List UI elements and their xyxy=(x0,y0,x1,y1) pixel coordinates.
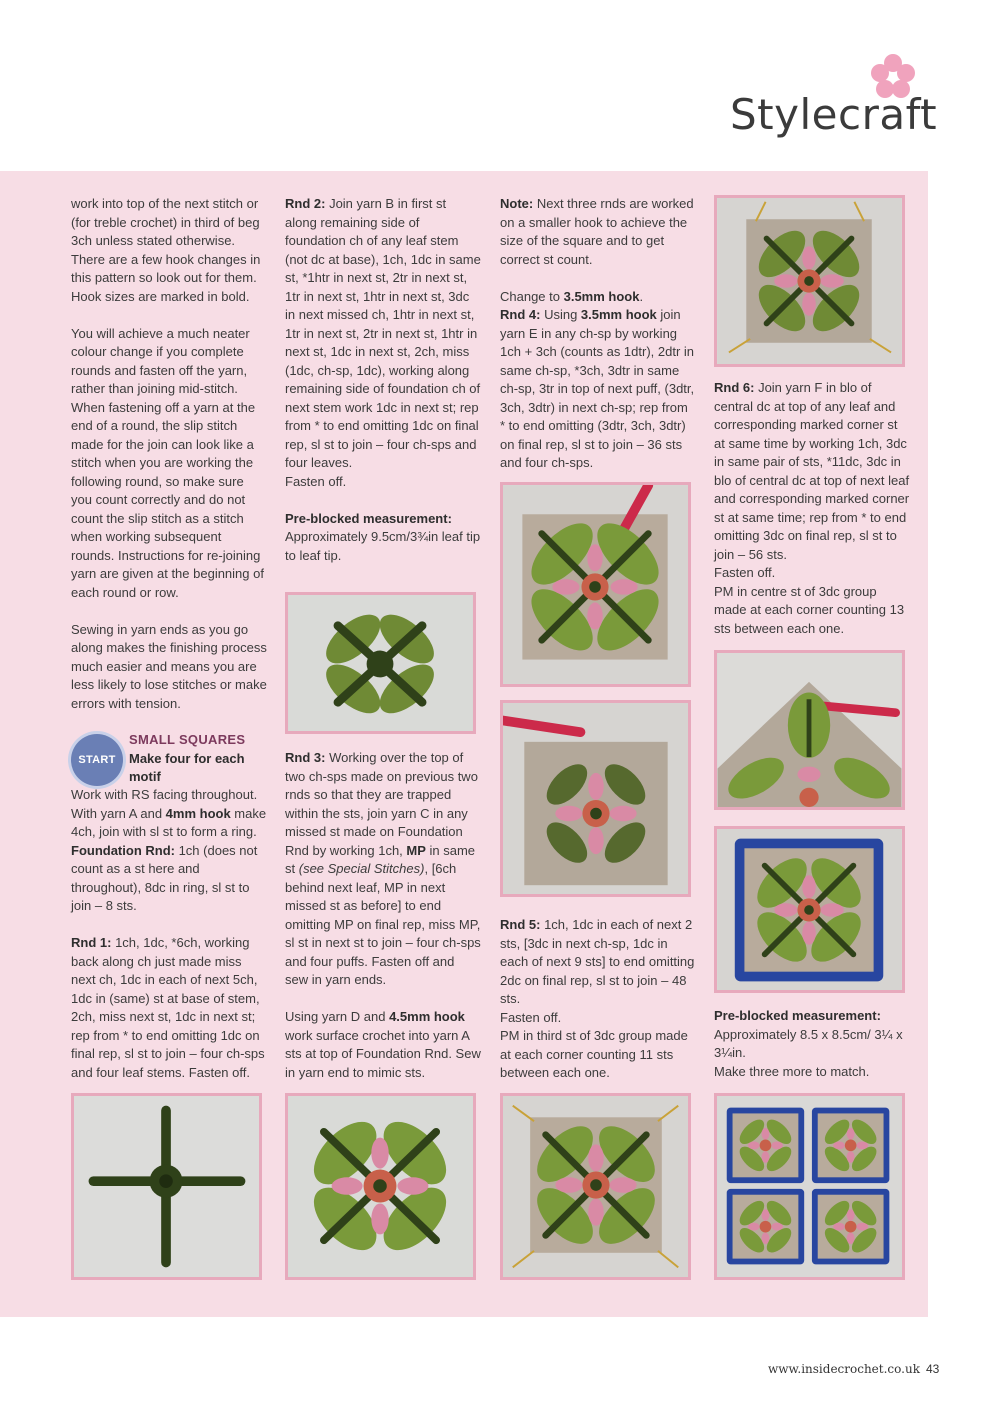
website-link[interactable]: www.insidecrochet.co.uk xyxy=(768,1362,920,1376)
photo-round-4 xyxy=(500,482,691,687)
marked-square-image xyxy=(717,198,902,364)
round-2: Rnd 2: Join yarn B in first st along remaining side of foundation ch of any leaf stem (not dc at base), 1ch, 1dc in same st, *1htr in next st, 2tr in next st, 1tr in next st, 1htr in next st, 3dc in next missed ch, 1htr in next st, 1tr in next st, 2tr in next st, 1htr in next st, 1dc in next st, 2ch, miss (1dc, ch-sp, 1dc), working along remaining side of foundation ch of next stem work 1dc in next st; rep from * to end omitting 1dc on final rep, sl st to join – four ch-sps and four leaves. xyxy=(285,196,481,470)
marker-instruction: PM in third st of 3dc group made at each corner counting 11 sts between each one. xyxy=(500,1028,688,1080)
brand-name: Stylecraft xyxy=(730,90,938,139)
photo-round-6-progress xyxy=(714,650,905,810)
column-3 xyxy=(500,195,696,491)
section-subtitle: Make four for each motif xyxy=(129,750,245,784)
measurement-2: Pre-blocked measurement: Approximately 8.5 x 8.5cm/ 3¼ x 3¼in. xyxy=(714,1008,903,1060)
photo-round-5-finished xyxy=(500,1093,691,1280)
four-squares-image xyxy=(717,1096,902,1277)
marker-instruction: PM in centre st of 3dc group made at each corner counting 13 sts between each one. xyxy=(714,583,905,636)
round-4: Rnd 4: Using 3.5mm hook join yarn E in any ch-sp by working 1ch + 3ch (counts as 1dtr), 2dtr in same ch-sp, *3ch, 3dtr in same ch-sp, 3tr in top of next puff, (3dtr, 3ch, 3dtr) in next ch-sp; rep from * to end omitting (3dtr, 3ch, 3dtr) on final rep, sl st to join – 36 sts and four ch-sps. xyxy=(500,307,695,470)
colour-change-paragraph: You will achieve a much neater colour change if you complete rounds and fasten off the yarn, rather than joining mid-stitch. When fastening off a yarn at the end of a round, the slip stitch made for the join can look like a stitch when you are working the following round, so make sure you count correctly and do not count the slip stitch as a stitch when working subsequent rounds. Instructions for re-joining yarn are given at the beginning of each round or row. xyxy=(71,325,264,600)
column-2 xyxy=(285,195,481,584)
column-4 xyxy=(714,379,910,657)
round-6-image xyxy=(717,653,902,807)
round-5: Rnd 5: 1ch, 1dc in each of next 2 sts, [3dc in next ch-sp, 1dc in each of next 9 sts] to end omitting 2dc on final rep, sl st to join – 48 sts. xyxy=(500,917,695,1006)
photo-round-6-finished xyxy=(714,826,905,993)
stylecraft-logo xyxy=(728,52,938,152)
yarn-ends-paragraph: Sewing in yarn ends as you go along makes the finishing process much easier and means you are less likely to lose stitches or make errors with tension. xyxy=(71,621,267,711)
surface-crochet: Using yarn D and 4.5mm hook work surface crochet into yarn A sts at top of Foundation Rnd. Sew in yarn end to mimic sts. xyxy=(285,1009,481,1080)
make-more: Make three more to match. xyxy=(714,1063,870,1079)
puff-motif-image xyxy=(288,1096,473,1277)
round-4-image xyxy=(503,485,688,684)
page-number: 43 xyxy=(925,1362,940,1376)
stems-image xyxy=(74,1096,259,1277)
section-title: SMALL SQUARES xyxy=(129,732,246,747)
fasten-off: Fasten off. xyxy=(285,473,347,489)
round-6: Rnd 6: Join yarn F in blo of central dc at top of any leaf and corresponding marked corner st at same time by working 1ch, 3dc in same pair of sts, *11dc, 3dc in blo of central dc at top of next leaf and corresponding marked corner st at same time; rep from * to end omitting 3dc on final rep, sl st to join – 56 sts. xyxy=(714,380,910,562)
start-badge: START xyxy=(71,734,123,786)
fasten-off: Fasten off. xyxy=(714,565,776,580)
column-3-lower xyxy=(500,916,696,1101)
setup-instruction: Work with RS facing throughout. With yarn A and 4mm hook make 4ch, join with sl st to form a ring. xyxy=(71,787,267,839)
round-3: Rnd 3: Working over the top of two ch-sps made on previous two rnds so that they are trapped within the sts, join yarn C in any missed st made on Foundation Rnd by working 1ch, MP in same st (see Special Stitches), [6ch behind next leaf, MP in next missed st as before] to end omitting MP on final rep, miss MP, sl st in next st to join – four ch-sps and four puffs. Fasten off and sew in yarn ends. xyxy=(285,750,481,987)
round-5-image xyxy=(503,703,688,894)
page-footer xyxy=(768,1362,939,1376)
fasten-off: Fasten off. xyxy=(500,1009,562,1025)
leaf-motif-image xyxy=(288,595,473,731)
photo-four-leaves xyxy=(285,592,476,734)
column-1-instructions xyxy=(71,786,267,1101)
photo-four-squares xyxy=(714,1093,905,1280)
photo-leaf-stems xyxy=(71,1093,262,1280)
foundation-round: Foundation Rnd: 1ch (does not count as a st here and throughout), 8dc in ring, sl st to join – 8 sts. xyxy=(71,842,258,913)
hook-change: Change to 3.5mm hook. xyxy=(500,288,644,304)
column-2-lower xyxy=(285,749,481,1101)
photo-markers xyxy=(714,195,905,367)
round-1: Rnd 1: 1ch, 1dc, *6ch, working back along ch just made miss next ch, 1dc in each of next 5ch, 1dc in (same) st at base of stem, 2ch, miss next st, 1dc in next st; rep from * to end omitting 1dc on final rep, sl st to join – four ch-sps and four leaf stems. Fasten off. xyxy=(71,935,265,1080)
intro-paragraph: work into top of the next stitch or (for treble crochet) in third of beg 3ch unless stated otherwise. There are a few hook changes in this pattern so look out for them. Hook sizes are marked in bold. xyxy=(71,196,261,304)
square-image xyxy=(503,1096,688,1277)
section-heading xyxy=(129,731,269,787)
photo-round-5 xyxy=(500,700,691,897)
column-1 xyxy=(71,195,267,732)
photo-puff-stitches xyxy=(285,1093,476,1280)
column-4-lower xyxy=(714,1007,910,1100)
bordered-square-image xyxy=(717,829,902,990)
note: Note: Next three rnds are worked on a smaller hook to achieve the size of the square and to get correct st count. xyxy=(500,196,694,267)
measurement-1: Pre-blocked measurement: Approximately 9.5cm/3¾in leaf tip to leaf tip. xyxy=(285,510,481,563)
